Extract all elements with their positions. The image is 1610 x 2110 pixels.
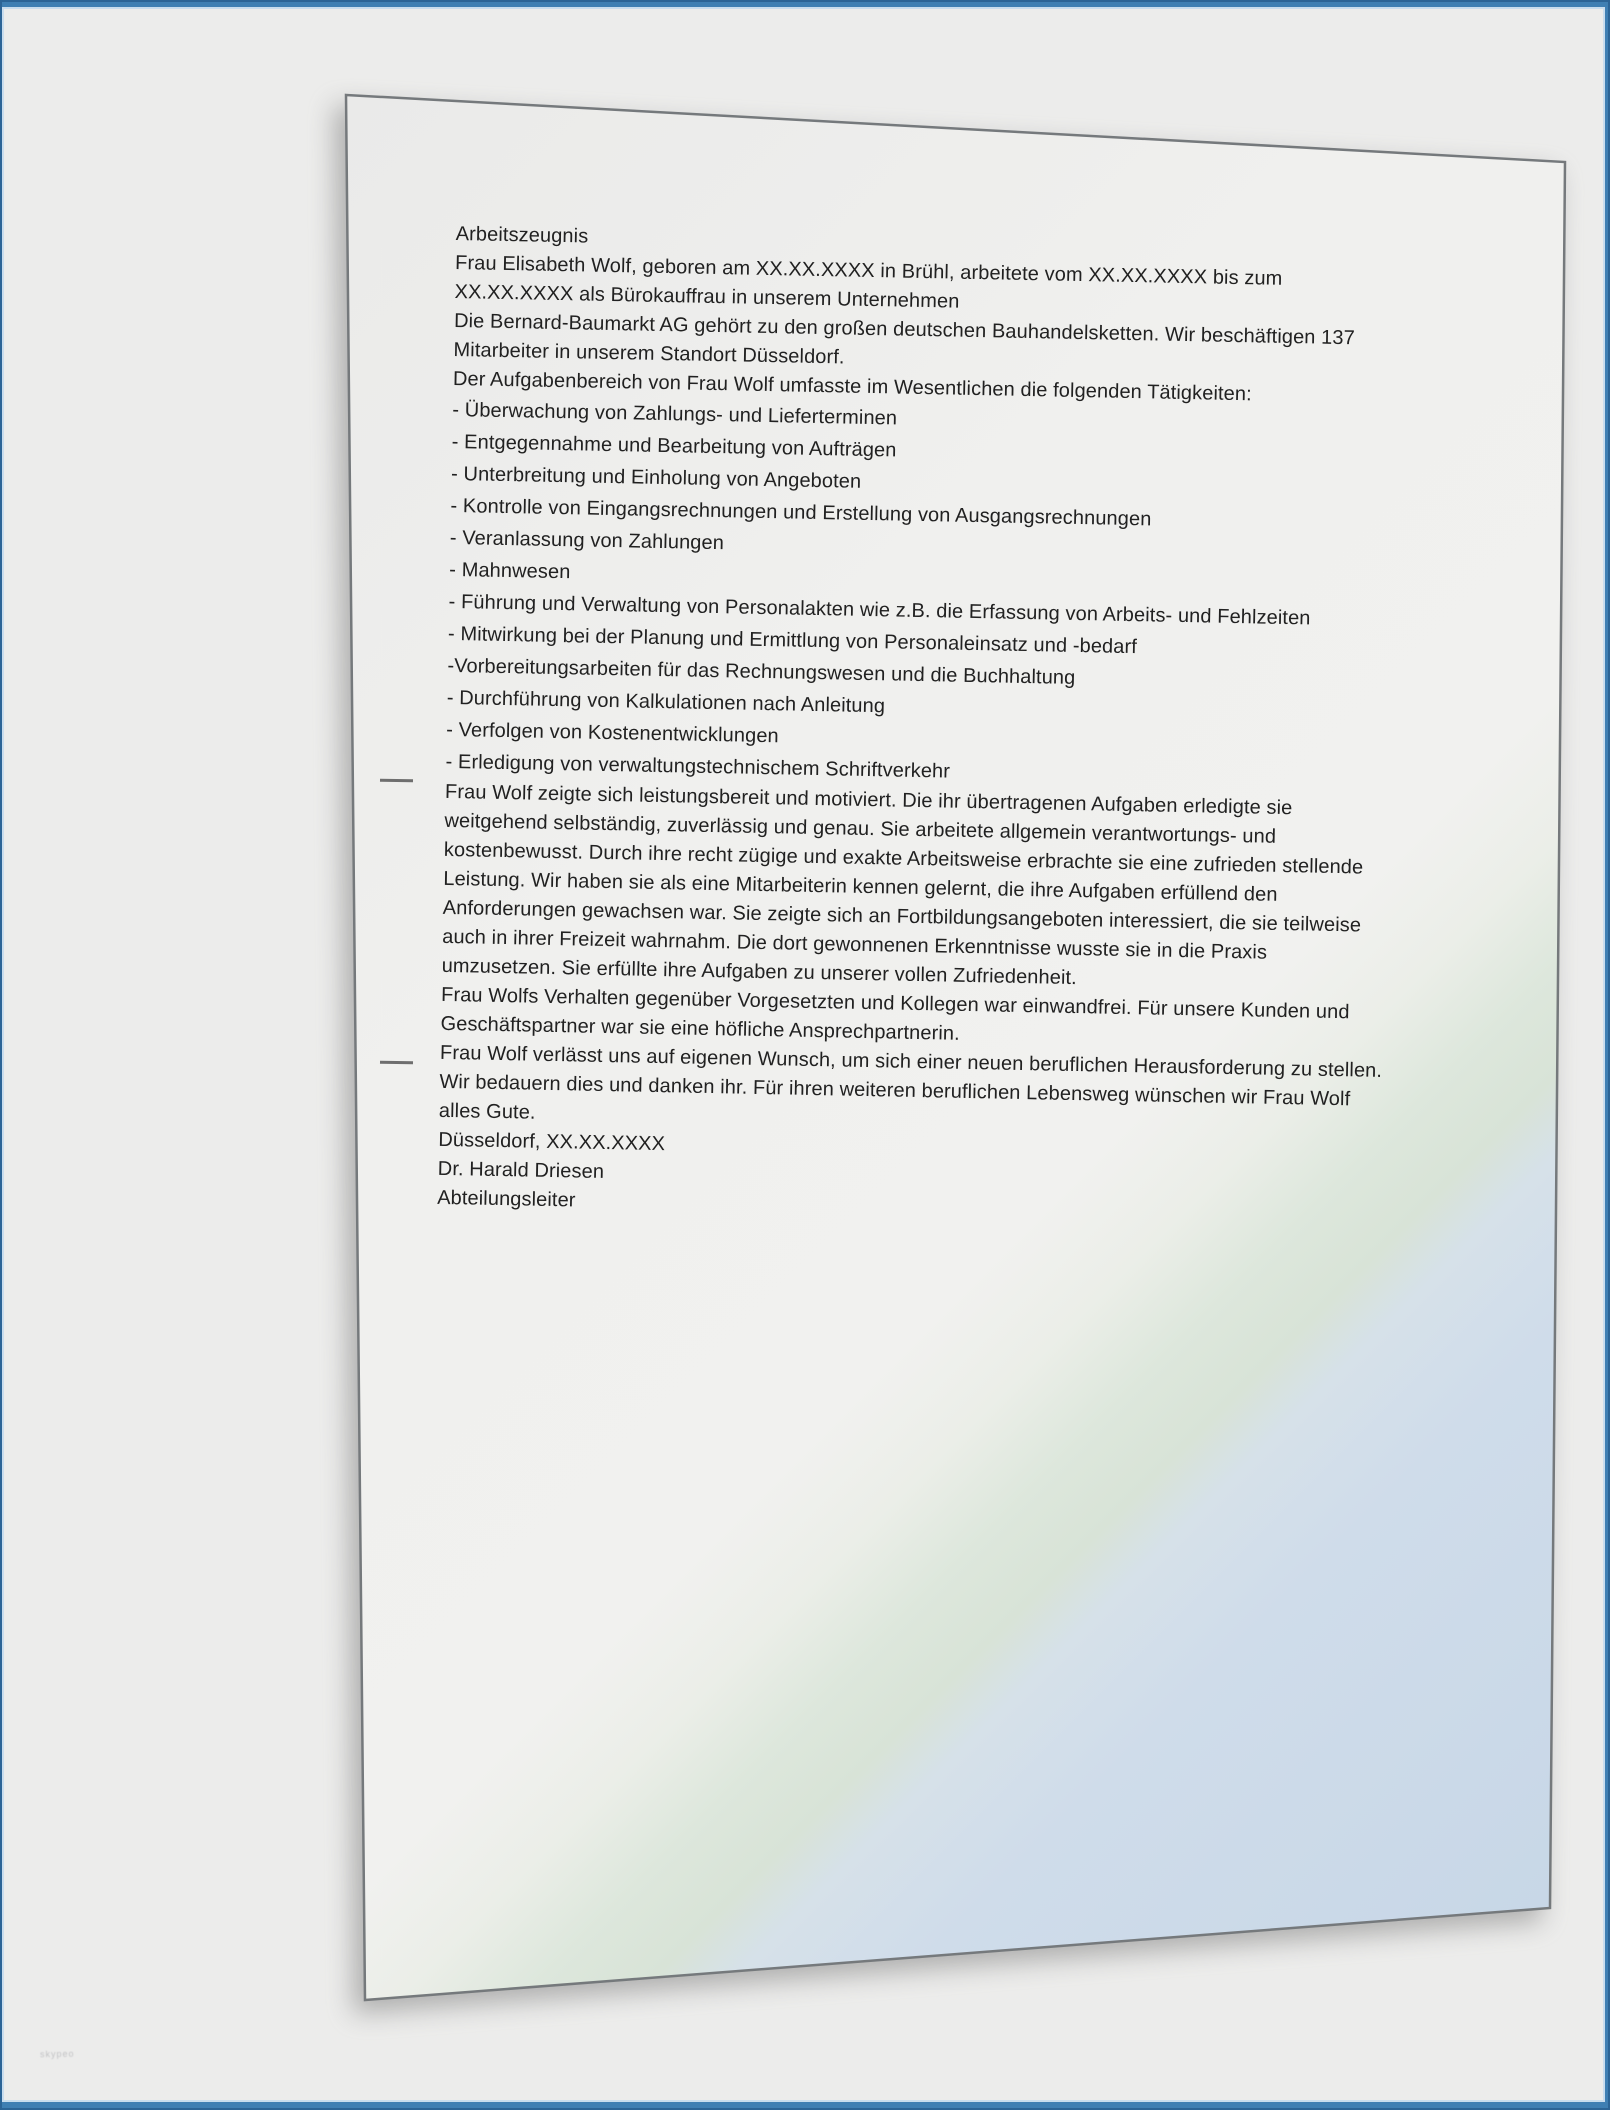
performance-paragraph: Frau Wolf zeigte sich leistungsbereit und motiviert. Die ihr übertragenen Aufgaben erledigte sie weitgehend selbständig, zuverlässig und genau. Sie arbeitete allgemein verantwortungs- und kostenbewusst. Durch ihre recht zügige und exakte Arbeitsweise erbrachte sie eine zufrieden stellende Leistung. Wir haben sie als eine Mitarbeiterin kennen gelernt, die ihre Aufgaben erfüllend den Anforderungen gewachsen war. Sie zeigte sich an Fortbildungsangeboten interessiert, die sie teilweise auch in ihrer Freizeit wahrnahm. Die dort gewonnenen Erkenntnisse wusste sie in die Praxis umzusetzen. Sie erfüllte ihre Aufgaben zu unserer vollen Zufriedenheit. [441, 780, 1364, 990]
background-canvas [4, 9, 1603, 2100]
date-line: Düsseldorf, XX.XX.XXXX [438, 1128, 666, 1156]
conduct-paragraph: Frau Wolfs Verhalten gegenüber Vorgesetzten und Kollegen war einwandfrei. Für unsere Kunden und Geschäftspartner war sie eine höfliche Ansprechpartnerin. [440, 983, 1350, 1045]
document-page [336, 88, 1570, 2008]
letter-title: Arbeitszeugnis [455, 222, 589, 248]
duties-list: - Überwachung von Zahlungs- und Lieferterminen - Entgegennahme und Bearbeitung von Aufträgen - Unterbreitung und Einholung von Angeboten - Kontrolle von Eingangsrechnungen und Erstellung von Ausgangsrechnungen - Veranlassung von Zahlungen - Mahnwesen - Führung und Verwaltung von Personalakten wie z.B. die Erfassung von Arbeits- und Fehlzeiten - Mitwirkung bei der Planung und Ermittlung von Personaleinsatz und -bedarf -Vorbereitungsarbeiten für das Rechnungswesen und die Buchhaltung - Durchführung von Kalkulationen nach Anleitung - Verfolgen von Kostenentwicklungen - Erledigung von verwaltungstechnischem Schriftverkehr [445, 398, 1311, 783]
watermark-text: skypeo [39, 2048, 75, 2060]
tasks-heading: Der Aufgabenbereich von Frau Wolf umfasste im Wesentlichen die folgenden Tätigkeiten: [452, 367, 1252, 406]
signatory-name: Dr. Harald Driesen [437, 1157, 605, 1184]
fold-mark-bottom [380, 1061, 413, 1065]
intro-paragraph: Frau Elisabeth Wolf, geboren am XX.XX.XXXX in Brühl, arbeitete vom XX.XX.XXXX bis zum XX.XX.XXXX als Bürokauffrau in unserem Unternehmen Die Bernard-Baumarkt AG gehört zu den großen deutschen Bauhandelsketten. Wir beschäftigen 137 Mitarbeiter in unserem Standort Düsseldorf. [453, 251, 1356, 369]
signatory-title: Abteilungsleiter [437, 1186, 576, 1212]
closing-paragraph: Frau Wolf verlässt uns auf eigenen Wunsch, um sich einer neuen beruflichen Herausforderung zu stellen. Wir bedauern dies und danken ihr. Für ihren weiteren beruflichen Lebensweg wünschen wir Frau Wolf alles Gute. [438, 1041, 1383, 1124]
letter-content [437, 220, 1456, 1232]
fold-mark-top [380, 779, 413, 783]
